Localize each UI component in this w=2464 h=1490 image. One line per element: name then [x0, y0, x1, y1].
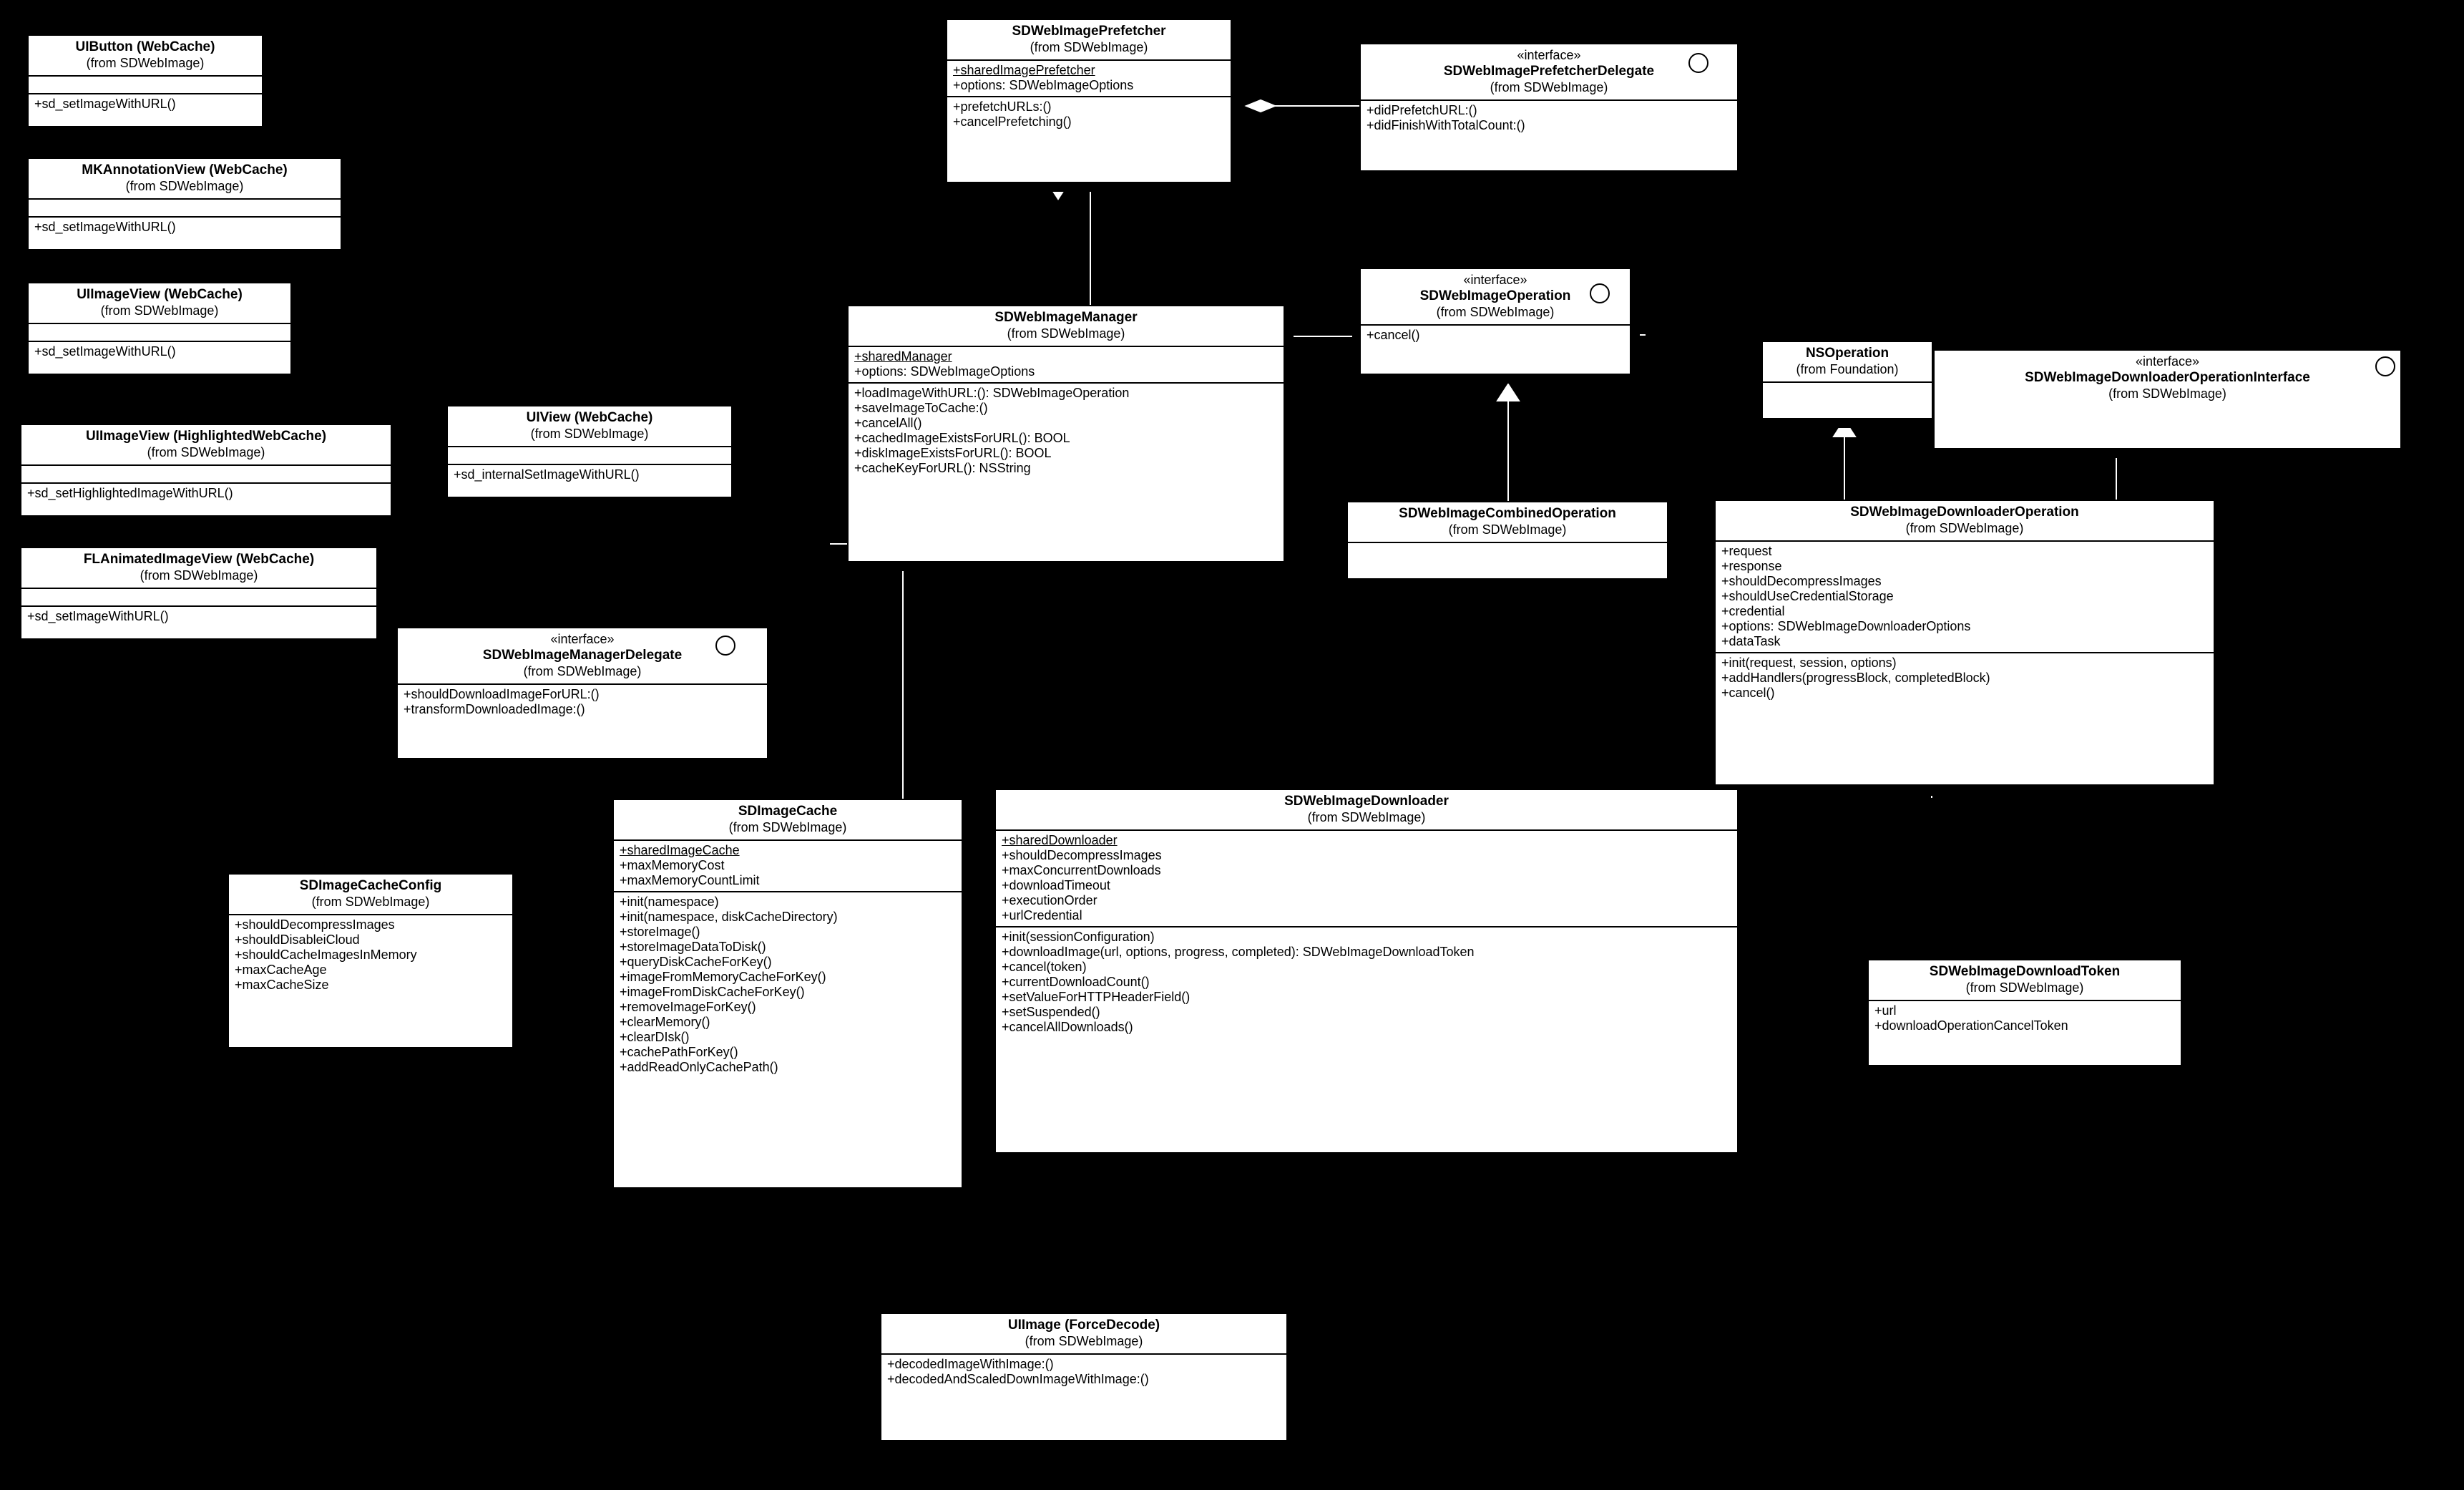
class-name: SDWebImageManager	[994, 310, 1138, 325]
class-box-operation[interactable]	[1359, 268, 1631, 375]
interface-circle-icon	[2375, 356, 2395, 376]
class-package: (from SDWebImage)	[100, 303, 219, 318]
operation: +storeImage()	[620, 925, 700, 939]
interface-circle-icon	[1688, 53, 1708, 73]
class-name: SDImageCacheConfig	[299, 878, 442, 893]
attributes-compartment	[614, 841, 962, 891]
class-name: NSOperation	[1805, 346, 1889, 361]
operations-compartment	[996, 927, 1737, 1038]
class-header	[1716, 501, 2214, 540]
class-box-combined-operation[interactable]	[1346, 501, 1668, 580]
class-header	[1361, 44, 1737, 99]
operation: +setSuspended()	[1002, 1005, 1100, 1019]
attribute: +options: SDWebImageOptions	[854, 364, 1035, 379]
class-box-uiimageview[interactable]	[27, 282, 292, 375]
class-header	[21, 425, 391, 464]
class-box-uiimage-forcedecode[interactable]	[880, 1313, 1288, 1441]
attribute: +sharedDownloader	[1002, 833, 1118, 847]
class-header	[229, 875, 512, 914]
class-header	[29, 36, 262, 75]
class-package: (from SDWebImage)	[147, 445, 265, 459]
attribute: +maxConcurrentDownloads	[1002, 863, 1161, 877]
class-box-downloader-operation-interface[interactable]	[1933, 349, 2402, 449]
attribute: +response	[1721, 559, 1782, 573]
attribute: +sharedImagePrefetcher	[953, 63, 1095, 77]
class-package: (from SDWebImage)	[1030, 40, 1148, 54]
operation: +addHandlers(progressBlock, completedBlock)	[1721, 671, 1990, 685]
class-box-uiimageview-highlighted[interactable]	[20, 424, 392, 517]
stereotype-label: «interface»	[2135, 354, 2200, 369]
class-name: SDWebImageDownloader	[1284, 794, 1449, 809]
attribute: +shouldDecompressImages	[1002, 848, 1162, 862]
class-header	[398, 628, 767, 683]
class-package: (from SDWebImage)	[1007, 326, 1125, 341]
class-box-nsoperation[interactable]	[1761, 341, 1933, 419]
operation: +decodedAndScaledDownImageWithImage:()	[887, 1372, 1149, 1386]
class-package: (from SDWebImage)	[86, 56, 205, 70]
class-box-downloader[interactable]	[994, 789, 1739, 1154]
class-box-manager-delegate[interactable]	[396, 627, 768, 759]
attribute: +sharedImageCache	[620, 843, 740, 857]
operations-compartment	[1361, 101, 1737, 136]
operation: +storeImageDataToDisk()	[620, 940, 766, 954]
operation: +didPrefetchURL:()	[1367, 103, 1477, 117]
operations-compartment	[29, 94, 262, 115]
attributes-compartment	[448, 447, 731, 464]
operation: +cacheKeyForURL(): NSString	[854, 461, 1031, 475]
class-name: UIView (WebCache)	[526, 410, 653, 425]
attributes-compartment	[996, 831, 1737, 926]
attributes-compartment	[1869, 1001, 2181, 1036]
class-package: (from SDWebImage)	[530, 427, 649, 441]
operation: +cachePathForKey()	[620, 1045, 738, 1059]
attributes-compartment	[21, 589, 376, 605]
operations-compartment	[614, 892, 962, 1078]
class-package: (from SDWebImage)	[523, 664, 642, 678]
operation: +cancelAllDownloads()	[1002, 1020, 1133, 1034]
operation: +sd_setImageWithURL()	[34, 344, 176, 359]
operation: +transformDownloadedImage:()	[404, 702, 585, 716]
class-name: SDWebImageDownloadToken	[1929, 964, 2121, 979]
class-header	[29, 159, 341, 198]
class-package: (from SDWebImage)	[1436, 305, 1555, 319]
attribute: +shouldDecompressImages	[1721, 574, 1882, 588]
attribute: +dataTask	[1721, 634, 1781, 648]
class-package: (from SDWebImage)	[311, 895, 430, 909]
operation: +downloadImage(url, options, progress, completed): SDWebImageDownloadToken	[1002, 945, 1475, 959]
operations-compartment	[881, 1355, 1286, 1390]
class-header	[614, 800, 962, 839]
class-box-uiview[interactable]	[446, 405, 733, 498]
operation: +currentDownloadCount()	[1002, 975, 1150, 989]
operation: +cancelAll()	[854, 416, 922, 430]
class-name: SDWebImageDownloaderOperationInterface	[2025, 370, 2310, 385]
operation: +queryDiskCacheForKey()	[620, 955, 772, 969]
class-header	[881, 1314, 1286, 1353]
class-header	[448, 406, 731, 446]
attribute: +shouldCacheImagesInMemory	[235, 948, 417, 962]
operation: +init(sessionConfiguration)	[1002, 930, 1155, 944]
operation: +saveImageToCache:()	[854, 401, 988, 415]
class-package: (from SDWebImage)	[1307, 810, 1426, 824]
operation: +sd_setImageWithURL()	[27, 609, 169, 623]
class-package: (from SDWebImage)	[1025, 1334, 1143, 1348]
operation: +imageFromDiskCacheForKey()	[620, 985, 805, 999]
class-box-flanimatedimageview[interactable]	[20, 547, 378, 640]
interface-circle-icon	[715, 636, 735, 656]
attribute: +maxCacheSize	[235, 978, 329, 992]
operation: +setValueForHTTPHeaderField()	[1002, 990, 1191, 1004]
operations-compartment	[947, 97, 1231, 132]
operations-compartment	[21, 607, 376, 627]
operations-compartment	[1361, 326, 1630, 346]
operation: +sd_setImageWithURL()	[34, 97, 176, 111]
operation: +sd_internalSetImageWithURL()	[454, 467, 640, 482]
operation: +cachedImageExistsForURL(): BOOL	[854, 431, 1070, 445]
class-name: SDWebImageOperation	[1419, 288, 1571, 303]
class-package: (from SDWebImage)	[1490, 80, 1608, 94]
class-header	[1361, 269, 1630, 324]
class-package: (from SDWebImage)	[2108, 386, 2226, 401]
operation: +shouldDownloadImageForURL:()	[404, 687, 600, 701]
attribute: +shouldDecompressImages	[235, 917, 395, 932]
attributes-compartment	[21, 466, 391, 482]
class-name: UIImageView (HighlightedWebCache)	[85, 429, 327, 444]
operation: +decodedImageWithImage:()	[887, 1357, 1054, 1371]
operation: +cancelPrefetching()	[953, 115, 1072, 129]
attribute: +executionOrder	[1002, 893, 1097, 907]
class-name: SDWebImageCombinedOperation	[1399, 506, 1616, 521]
operation: +cancel()	[1367, 328, 1420, 342]
attributes-compartment	[1348, 543, 1667, 560]
class-package: (from Foundation)	[1796, 362, 1899, 376]
operation: +prefetchURLs:()	[953, 99, 1052, 114]
class-header	[996, 790, 1737, 829]
stereotype-label: «interface»	[1463, 273, 1527, 287]
operation: +diskImageExistsForURL(): BOOL	[854, 446, 1052, 460]
class-name: FLAnimatedImageView (WebCache)	[83, 552, 315, 567]
attribute: +shouldDisableiCloud	[235, 933, 360, 947]
class-package: (from SDWebImage)	[728, 820, 847, 834]
class-name: UIImageView (WebCache)	[77, 287, 243, 302]
operations-compartment	[849, 384, 1284, 479]
operation: +cancel()	[1721, 686, 1775, 700]
class-name: SDWebImagePrefetcherDelegate	[1443, 64, 1655, 79]
operation: +removeImageForKey()	[620, 1000, 756, 1014]
operation: +sd_setHighlightedImageWithURL()	[27, 486, 233, 500]
operation: +addReadOnlyCachePath()	[620, 1060, 778, 1074]
attributes-compartment	[947, 61, 1231, 96]
class-package: (from SDWebImage)	[1905, 521, 2024, 535]
operations-compartment	[21, 484, 391, 504]
attribute: +maxMemoryCost	[620, 858, 725, 872]
attribute: +options: SDWebImageDownloaderOptions	[1721, 619, 1971, 633]
class-box-downloadtoken[interactable]	[1867, 959, 2182, 1066]
attribute: +maxCacheAge	[235, 963, 327, 977]
class-box-mkannotationview[interactable]	[27, 157, 342, 250]
class-box-imagecache[interactable]	[612, 799, 963, 1189]
operation: +imageFromMemoryCacheForKey()	[620, 970, 826, 984]
attributes-compartment	[1763, 383, 1932, 399]
attribute: +sharedManager	[854, 349, 952, 364]
class-header	[21, 548, 376, 588]
operations-compartment	[1716, 653, 2214, 703]
attribute: +options: SDWebImageOptions	[953, 78, 1134, 92]
class-header	[1348, 502, 1667, 542]
operations-compartment	[448, 465, 731, 485]
class-header	[1763, 342, 1932, 381]
operation: +loadImageWithURL:(): SDWebImageOperation	[854, 386, 1130, 400]
attribute: +urlCredential	[1002, 908, 1082, 922]
operation: +clearDIsk()	[620, 1030, 690, 1044]
class-box-prefetcher[interactable]	[946, 19, 1232, 183]
attributes-compartment	[29, 77, 262, 93]
class-box-downloader-operation[interactable]	[1714, 500, 2215, 786]
operations-compartment	[29, 218, 341, 238]
class-name: MKAnnotationView (WebCache)	[82, 162, 288, 177]
attribute: +request	[1721, 544, 1772, 558]
operation: +didFinishWithTotalCount:()	[1367, 118, 1525, 132]
class-header	[29, 283, 290, 323]
class-name: SDImageCache	[738, 804, 838, 819]
class-header	[947, 20, 1231, 59]
attribute: +downloadTimeout	[1002, 878, 1110, 892]
operation: +init(namespace, diskCacheDirectory)	[620, 910, 838, 924]
class-header	[1935, 351, 2400, 406]
class-package: (from SDWebImage)	[125, 179, 244, 193]
operation: +sd_setImageWithURL()	[34, 220, 176, 234]
stereotype-label: «interface»	[550, 632, 615, 646]
attribute: +url	[1874, 1003, 1897, 1018]
interface-circle-icon	[1590, 283, 1610, 303]
class-package: (from SDWebImage)	[1965, 980, 2084, 995]
operation: +clearMemory()	[620, 1015, 710, 1029]
attribute: +shouldUseCredentialStorage	[1721, 589, 1894, 603]
class-header	[1869, 960, 2181, 1000]
class-box-prefetcher-delegate[interactable]	[1359, 43, 1739, 172]
operation: +cancel(token)	[1002, 960, 1087, 974]
attributes-compartment	[29, 200, 341, 216]
class-box-imagecacheconfig[interactable]	[228, 873, 514, 1048]
attribute: +downloadOperationCancelToken	[1874, 1018, 2068, 1033]
attribute: +credential	[1721, 604, 1785, 618]
class-name: SDWebImageManagerDelegate	[482, 648, 683, 663]
operations-compartment	[29, 342, 290, 362]
operation: +init(request, session, options)	[1721, 656, 1897, 670]
class-box-uibutton[interactable]	[27, 34, 263, 127]
class-package: (from SDWebImage)	[1448, 522, 1567, 537]
attribute: +maxMemoryCountLimit	[620, 873, 760, 887]
attributes-compartment	[849, 347, 1284, 382]
stereotype-label: «interface»	[1517, 48, 1581, 62]
class-name: UIImage (ForceDecode)	[1007, 1318, 1160, 1333]
class-header	[849, 306, 1284, 346]
attributes-compartment	[29, 324, 290, 341]
operation: +init(namespace)	[620, 895, 719, 909]
attributes-compartment	[1716, 542, 2214, 652]
attributes-compartment	[229, 915, 512, 995]
class-box-manager[interactable]	[847, 305, 1285, 563]
operations-compartment	[398, 685, 767, 720]
class-package: (from SDWebImage)	[140, 568, 258, 583]
class-name: SDWebImagePrefetcher	[1012, 24, 1166, 39]
class-name: SDWebImageDownloaderOperation	[1850, 505, 2079, 520]
class-name: UIButton (WebCache)	[75, 39, 215, 54]
